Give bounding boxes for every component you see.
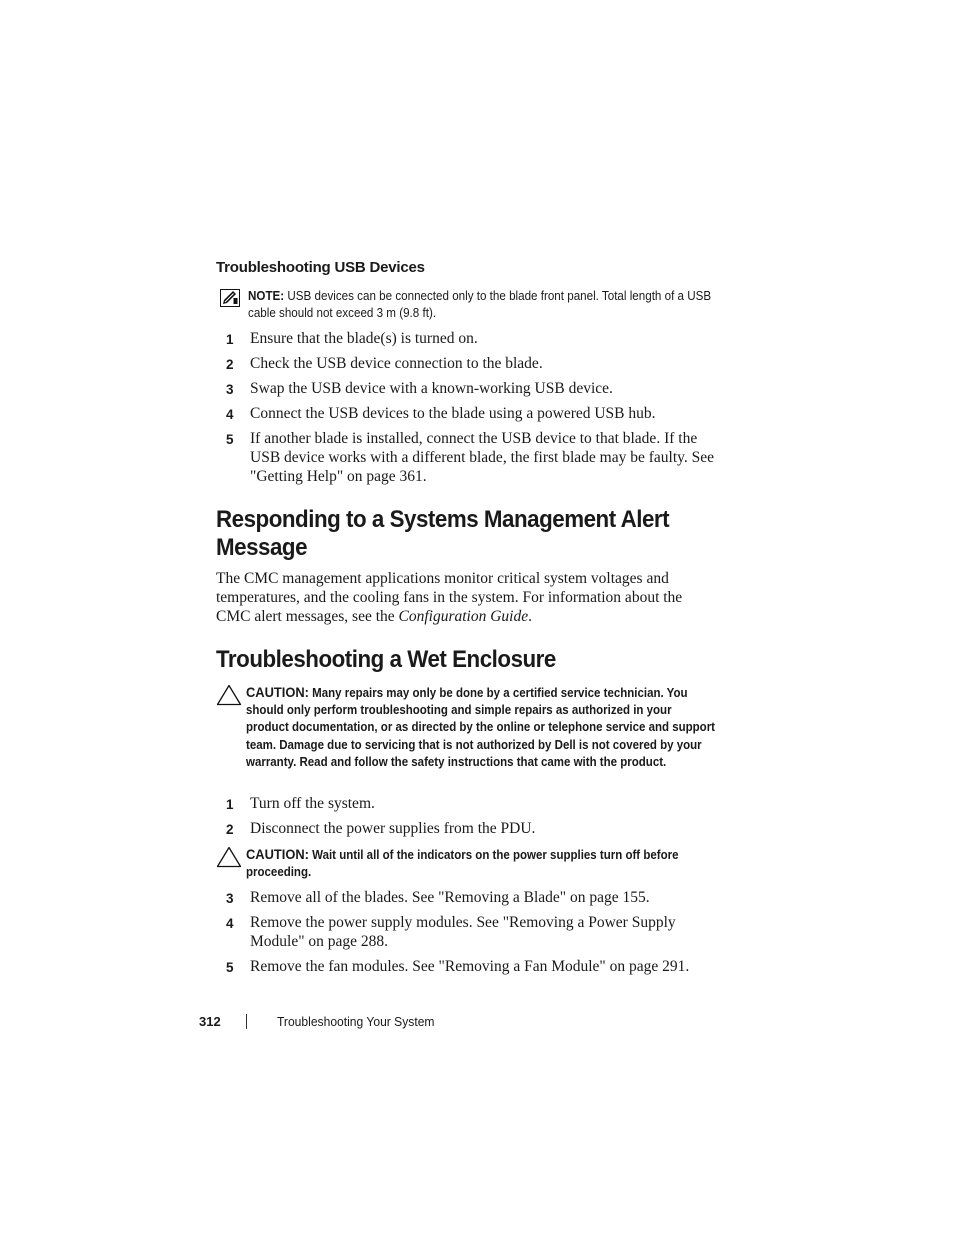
alert-paragraph: [216, 569, 716, 626]
caution-text: [246, 684, 715, 771]
wet-steps-list-b: [216, 888, 716, 982]
note-label: NOTE:: [248, 289, 285, 303]
wet-steps-list-a: [216, 794, 716, 844]
page-number: 312: [199, 1014, 221, 1029]
caution-body: Many repairs may only be done by a certified service technician. You should only perform troubleshooting and simple repairs as authorized in your product documentation, or as directed by the online or telephone service and support team. Damage due to servicing that is not authorized by Dell is not covered by your warranty. Read and follow the safety instructions that came with the product.: [246, 686, 716, 769]
caution-text: [246, 846, 715, 881]
list-item: [216, 888, 716, 907]
note-text: [248, 288, 718, 322]
step-number: 4: [226, 407, 234, 422]
step-number: 5: [226, 432, 234, 447]
list-item: [216, 429, 716, 486]
list-item: [216, 329, 716, 348]
caution-triangle-icon: [216, 684, 242, 706]
alert-paragraph-end: .: [528, 608, 532, 625]
step-text: Swap the USB device with a known-working USB device.: [250, 380, 613, 397]
footer-divider: [246, 1014, 247, 1029]
step-text: Check the USB device connection to the blade.: [250, 355, 543, 372]
step-text: Ensure that the blade(s) is turned on.: [250, 330, 478, 347]
caution-triangle-icon: [216, 846, 242, 868]
step-text: If another blade is installed, connect the USB device to that blade. If the USB device works with a different blade, the first blade may be faulty. See "Getting Help" on page 361.: [250, 430, 715, 485]
step-text: Turn off the system.: [250, 795, 375, 812]
step-text: Remove the fan modules. See "Removing a Fan Module" on page 291.: [250, 958, 690, 975]
step-number: 4: [226, 916, 234, 931]
alert-section-heading: Responding to a Systems Management Alert Message: [216, 506, 670, 561]
step-number: 2: [226, 357, 234, 372]
step-number: 3: [226, 891, 234, 906]
footer-chapter-title: Troubleshooting Your System: [277, 1014, 435, 1029]
step-text: Remove all of the blades. See "Removing a Blade" on page 155.: [250, 889, 650, 906]
wet-enclosure-heading: Troubleshooting a Wet Enclosure: [216, 646, 556, 673]
step-number: 3: [226, 382, 234, 397]
step-text: Remove the power supply modules. See "Removing a Power Supply Module" on page 288.: [250, 914, 676, 950]
usb-steps-list: [216, 329, 716, 492]
alert-paragraph-text: The CMC management applications monitor critical system voltages and temperatures, and the cooling fans in the system. For information about the CMC alert messages, see the: [216, 570, 683, 625]
step-number: 1: [226, 797, 234, 812]
step-number: 5: [226, 960, 234, 975]
list-item: [216, 819, 716, 838]
list-item: [216, 794, 716, 813]
list-item: [216, 913, 716, 951]
list-item: [216, 354, 716, 373]
caution-body: Wait until all of the indicators on the power supplies turn off before proceeding.: [246, 848, 679, 880]
note-pencil-icon: [220, 289, 240, 307]
step-text: Disconnect the power supplies from the PDU.: [250, 820, 536, 837]
list-item: [216, 957, 716, 976]
step-number: 2: [226, 822, 234, 837]
list-item: [216, 404, 716, 423]
list-item: [216, 379, 716, 398]
configuration-guide-title: Configuration Guide: [398, 608, 529, 625]
step-number: 1: [226, 332, 234, 347]
caution-label: CAUTION:: [246, 846, 309, 862]
note-body: USB devices can be connected only to the blade front panel. Total length of a USB cable should not exceed 3 m (9.8 ft).: [248, 289, 712, 320]
step-text: Connect the USB devices to the blade using a powered USB hub.: [250, 405, 656, 422]
caution-label: CAUTION:: [246, 684, 309, 700]
usb-section-heading: Troubleshooting USB Devices: [216, 259, 425, 276]
